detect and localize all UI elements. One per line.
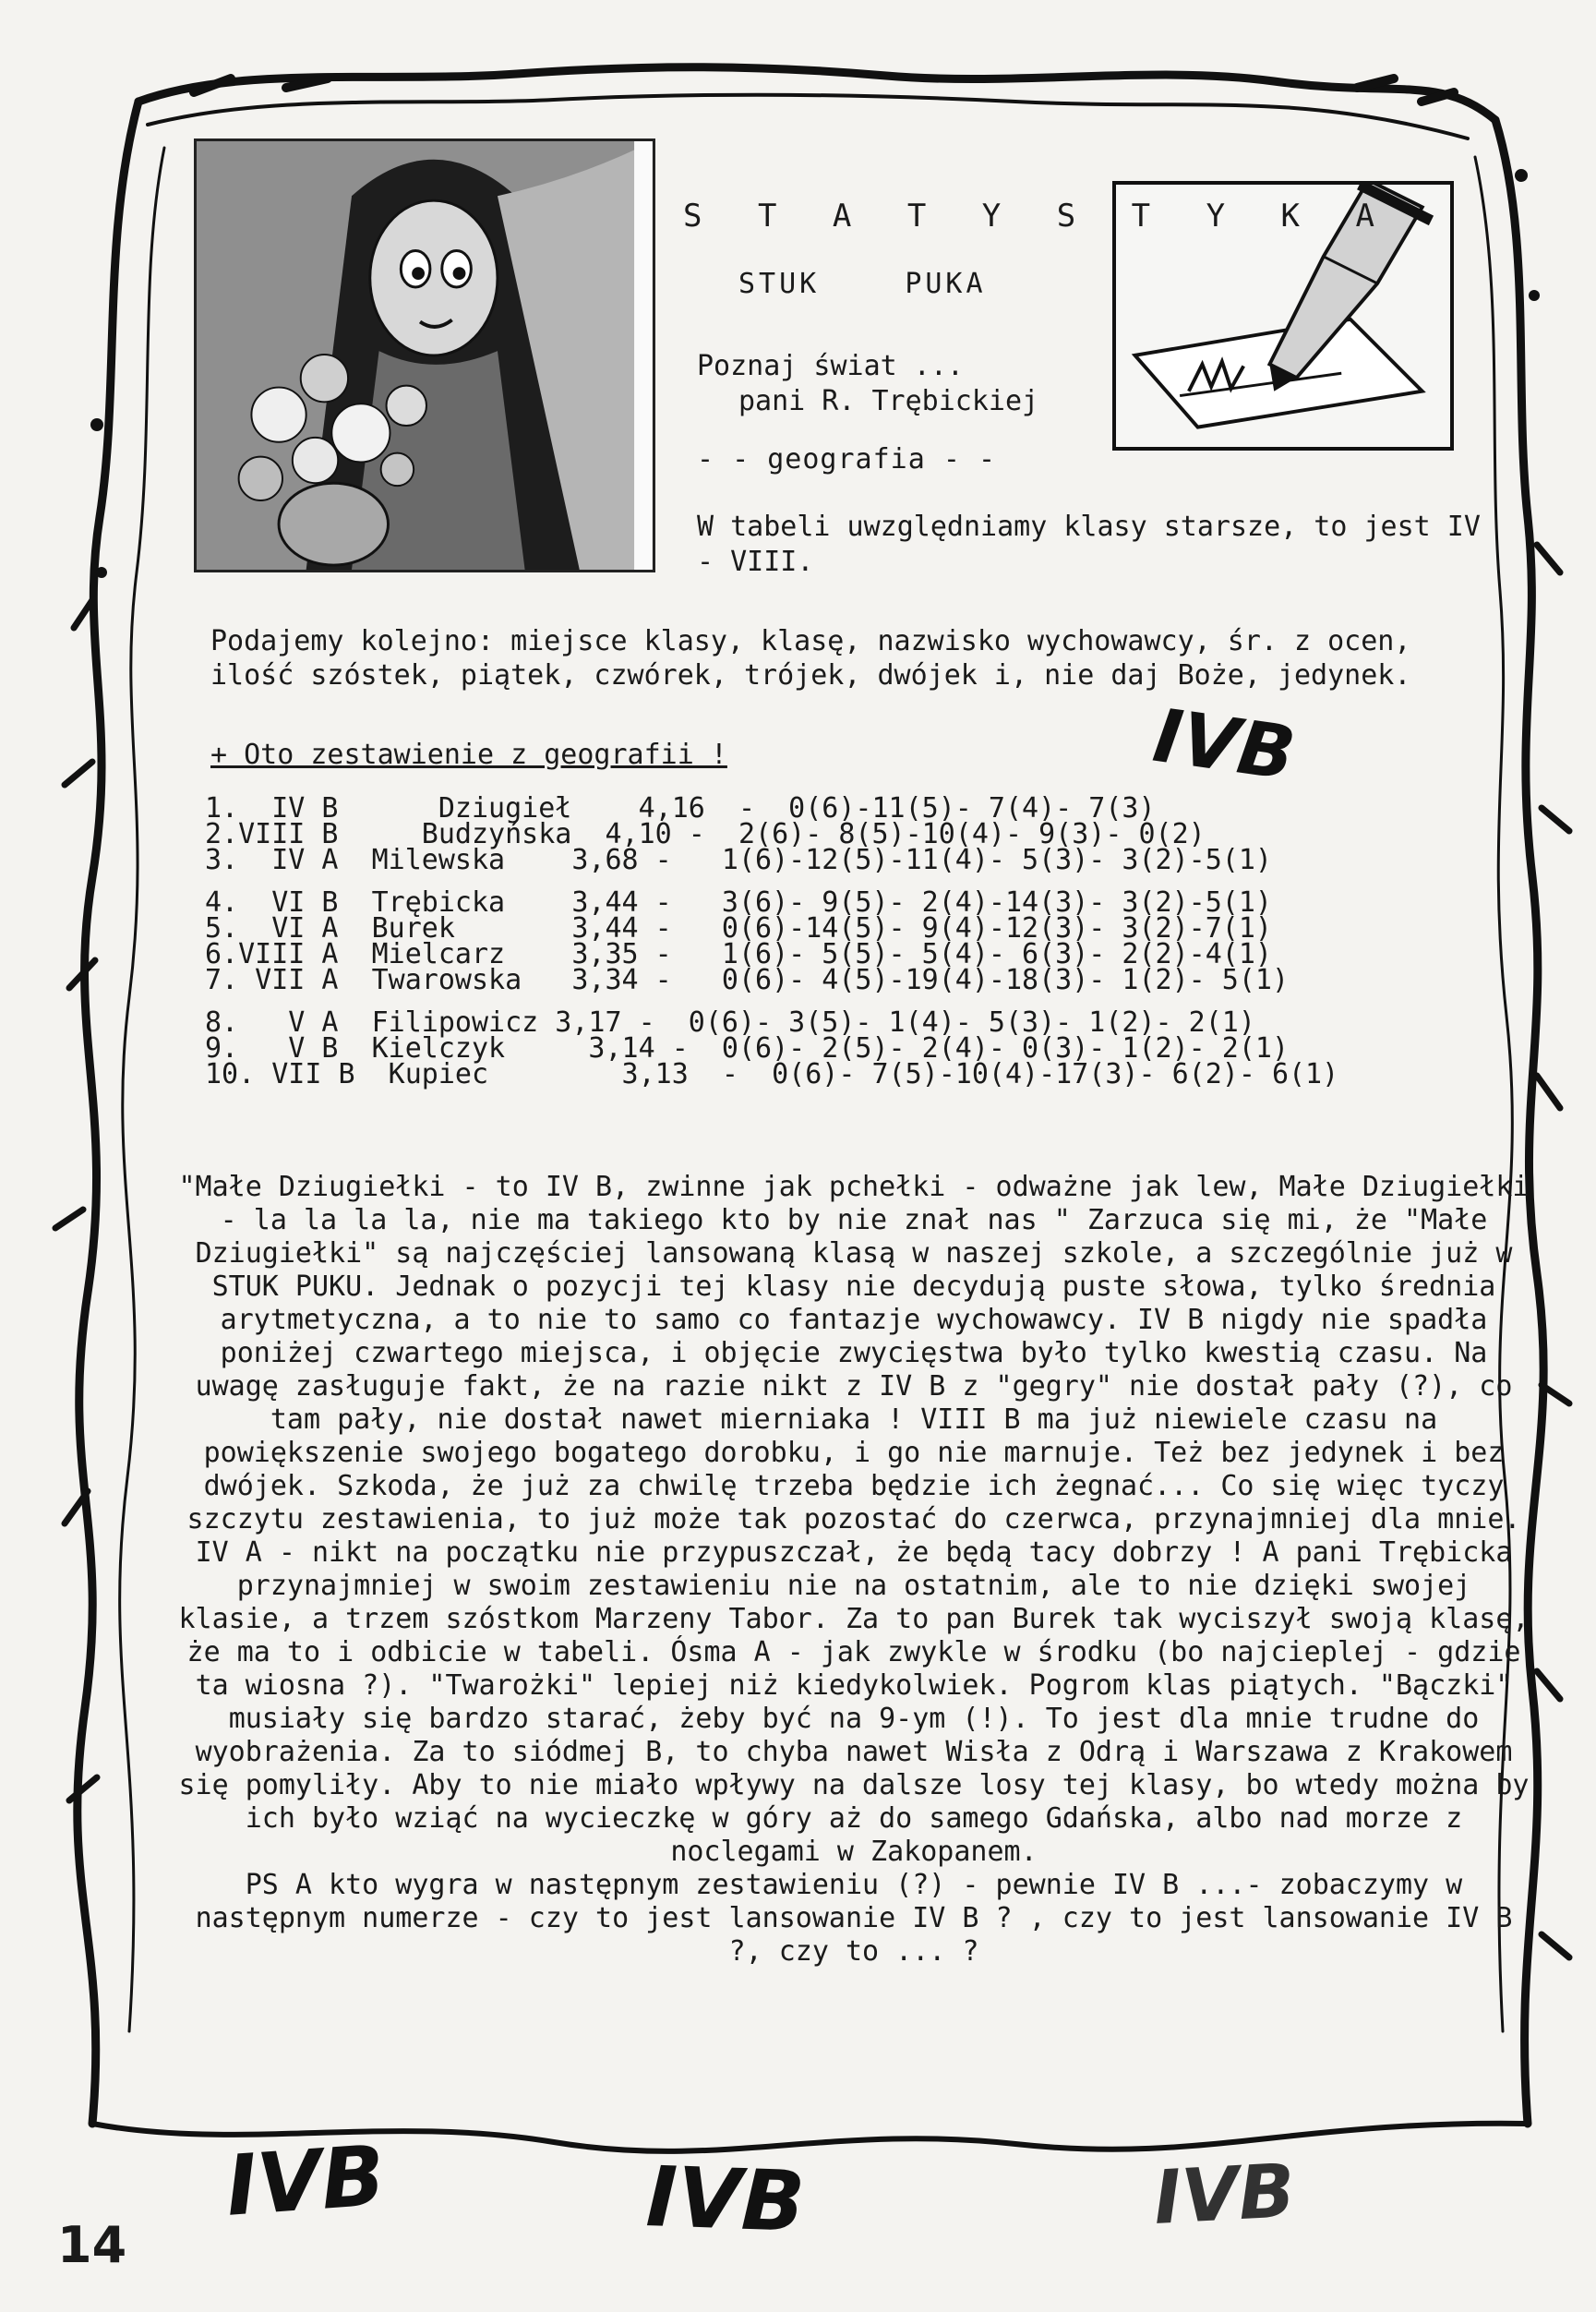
intro-text bbox=[697, 349, 1038, 419]
table-row: 9. V B Kielczyk 3,14 - 0(6)- 2(5)- 2(4)- 0(3)- 1(2)- 2(1) bbox=[205, 1032, 1289, 1065]
table-row: 4. VI B Trębicka 3,44 - 3(6)- 9(5)- 2(4)-14(3)- 3(2)-5(1) bbox=[205, 886, 1272, 919]
magazine-name bbox=[738, 268, 1051, 300]
article-text: "Małe Dziugiełki - to IV B, zwinne jak pchełki - odważne jak lew, Małe Dziugiełki - la la la la, nie ma takiego kto by nie znał nas " Zarzuca się mi, że "Małe Dziugiełki" są najczęściej lansowaną klasą w naszej szkole, a szczególnie już w STUK PUKU. Jednak o pozycji tej klasy nie decydują puste słowa, tylko średnia arytmetyczna, a to nie to samo co fantazje wychowawcy. IV B nigdy nie spadła poniżej czwartego miejsca, i objęcie zwycięstwa było tylko kwestią czasu. Na uwagę zasługuje fakt, że na razie nikt z IV B z "gegry" nie dostał pały (?), co tam pały, nie dostał nawet mierniaka ! VIII B ma już niewiele czasu na powiększenie swojego bogatego dorobku, i go nie marnuje. Też bez jedynek i bez dwójek. Szkoda, że już za chwilę trzeba będzie ich żegnać... Co się więc tyczy szczytu zestawienia, to już może tak pozostać do czerwca, przynajmniej dla mnie. IV A - nikt na początku nie przypuszczał, że będą tacy dobrzy ! A pani Trębicka przynajmniej w swoim zestawieniu nie na ostatnim, ale to nie dzięki swojej klasie, a trzem szóstkom Marzeny Tabor. Za to pan Burek tak wyciszył swoją klasę, że ma to i odbicie w tabeli. Ósma A - jak zwykle w środku (bo najcieplej - gdzie ta wiosna ?). "Twarożki" lepiej niż kiedykolwiek. Pogrom klas piątych. "Bączki" musiały się bardzo starać, żeby być na 9-ym (!). To jest dla mnie trudne do wyobrażenia. Za to siódmej B, to chyba nawet Wisła z Odrą i Warszawa z Krakowem się pomyliły. Aby to nie miało wpływy na dalsze losy tej klasy, bo wtedy można by ich było wziąć na wycieczkę w góry aż do samego Gdańska, albo nad morze z noclegami w Zakopanem. bbox=[178, 1171, 1530, 1868]
ranking-table bbox=[205, 792, 1339, 1090]
woman-illustration-icon bbox=[197, 141, 653, 570]
subject-label: - - geografia - - bbox=[697, 443, 997, 476]
page-title: S T A T Y S T Y K A bbox=[683, 198, 1393, 235]
table-row: 10. VII B Kupiec 3,13 - 0(6)- 7(5)-10(4)-17(3)- 6(2)- 6(1) bbox=[205, 1058, 1339, 1090]
list-heading: + Oto zestawienie z geografii ! bbox=[210, 739, 727, 771]
postscript: PS A kto wygra w następnym zestawieniu (?) - pewnie IV B ...- zobaczymy w następnym numerze - czy to jest lansowanie IV B ? , czy to jest lansowanie IV B ?, czy to ... ? bbox=[195, 1869, 1513, 1968]
magazine-name-part1: STUK bbox=[738, 268, 821, 300]
table-row: 1. IV B Dziugieł 4,16 - 0(6)-11(5)- 7(4)- 7(3) bbox=[205, 792, 1156, 825]
magazine-name-part2: PUKA bbox=[905, 268, 987, 300]
explanation-paragraph: Podajemy kolejno: miejsce klasy, klasę, nazwisko wychowawcy, śr. z ocen, ilość szóstek, piątek, czwórek, trójek, dwójek i, nie daj Boże, jedynek. bbox=[210, 625, 1411, 692]
intro-line-1: Poznaj świat ... bbox=[697, 350, 964, 382]
table-row: 7. VII A Twarowska 3,34 - 0(6)- 4(5)-19(4)-18(3)- 1(2)- 5(1) bbox=[205, 964, 1289, 996]
illustration-woman-with-flowers bbox=[194, 138, 655, 572]
intro-line-2: pani R. Trębickiej bbox=[738, 385, 1039, 417]
table-row: 5. VI A Burek 3,44 - 0(6)-14(5)- 9(4)-12(3)- 3(2)-7(1) bbox=[205, 912, 1272, 945]
table-row: 8. V A Filipowicz 3,17 - 0(6)- 3(5)- 1(4)- 5(3)- 1(2)- 2(1) bbox=[205, 1006, 1255, 1039]
article-body bbox=[175, 1171, 1532, 1969]
table-row: 3. IV A Milewska 3,68 - 1(6)-12(5)-11(4)- 5(3)- 3(2)-5(1) bbox=[205, 844, 1272, 876]
table-note: W tabeli uwzględniamy klasy starsze, to jest IV - VIII. bbox=[697, 511, 1481, 578]
doodle-ivb-2: IVB bbox=[222, 2127, 389, 2235]
page-number: 14 bbox=[57, 2216, 127, 2274]
table-row: 2.VIII B Budzyńska 4,10 - 2(6)- 8(5)-10(4)- 9(3)- 0(2) bbox=[205, 818, 1206, 850]
doodle-ivb-4: IVB bbox=[1151, 2148, 1297, 2241]
doodle-ivb-3: IVB bbox=[644, 2149, 807, 2251]
doodle-ivb-1: IVB bbox=[1148, 692, 1301, 798]
table-row: 6.VIII A Mielcarz 3,35 - 1(6)- 5(5)- 5(4)- 6(3)- 2(2)-4(1) bbox=[205, 938, 1272, 970]
